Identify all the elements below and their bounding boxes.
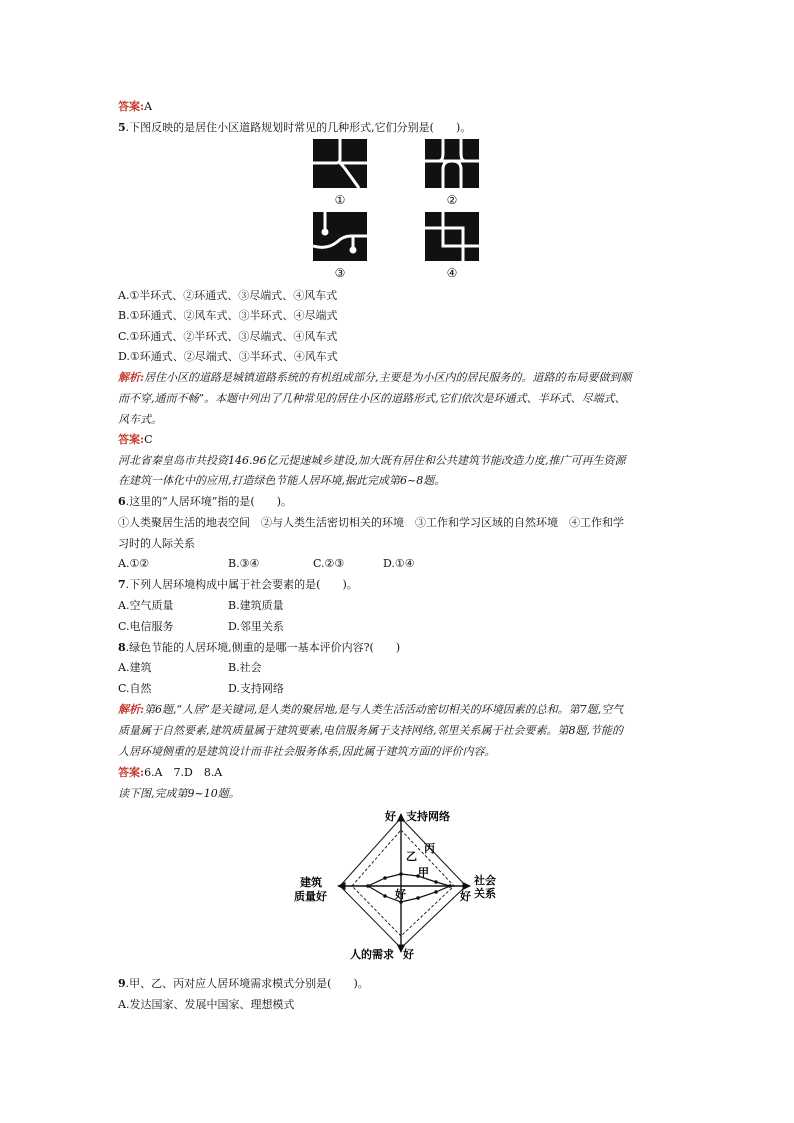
question-9 [118,976,369,991]
answer-line-q5 [118,432,152,447]
answer-label: 答案: [118,100,145,113]
question-number: 5 [118,121,126,134]
q6-option-a[interactable]: A.①② [118,557,150,570]
diagram-jia: 甲 [418,866,429,879]
analysis-6-8-line-3: 人居环境侧重的是建筑设计而非社会服务体系,因此属于建筑方面的评价内容。 [118,745,496,758]
q5-analysis-line-3: 风车式。 [118,413,162,426]
q5-analysis-line-1 [118,370,632,385]
question-6 [118,494,292,509]
q6-option-d[interactable]: D.①④ [383,557,415,570]
question-stem: .绿色节能的人居环境,侧重的是哪一基本评价内容?( ) [125,641,401,654]
living-environment-diagram [290,806,510,962]
question-number: 8 [118,641,126,654]
analysis-label: 解析: [118,703,145,716]
analysis-text: 居住小区的道路是城镇道路系统的有机组成部分,主要是为小区内的居民服务的。道路的布局要做到顺 [144,371,632,384]
answer-value: 6.A 7.D 8.A [144,766,223,779]
analysis-label: 解析: [118,371,145,384]
q5-option-c[interactable]: C.①环通式、②半环式、③尽端式、④风车式 [118,330,338,343]
answer-label: 答案: [118,766,145,779]
q5-analysis-line-2: 而不穿,通而不畅”。本题中列出了几种常见的居住小区的道路形式,它们依次是环通式、半环式、尽端式、 [118,392,626,405]
q5-option-b[interactable]: B.①环通式、②风车式、③半环式、④尽端式 [118,309,338,322]
figure-label-4: ④ [446,266,458,280]
road-pattern-1 [313,139,367,188]
q8-option-d[interactable]: D.支持网络 [228,682,284,695]
road-pattern-4 [425,212,479,261]
q7-option-a[interactable]: A.空气质量 [118,599,174,612]
diagram-building-1: 建筑 [300,876,322,889]
q8-option-b[interactable]: B.社会 [228,661,262,674]
question-number: 7 [118,578,126,591]
answer-value: A [144,100,153,113]
q7-option-d[interactable]: D.邻里关系 [228,620,284,633]
diagram-support-network: 支持网络 [406,810,450,823]
q5-option-a[interactable]: A.①半环式、②环通式、③尽端式、④风车式 [118,289,338,302]
diagram-bing: 丙 [424,842,435,855]
road-pattern-2 [425,139,479,188]
intro-6-8-line-2: 在建筑一体化中的应用,打造绿色节能人居环境,据此完成第6~8题。 [118,474,446,487]
analysis-6-8-line-2: 质量属于自然要素,建筑质量属于建筑要素,电信服务属于支持网络,邻里关系属于社会要素。第8题,节能的 [118,724,623,737]
question-number: 9 [118,977,126,990]
answer-line-6-8 [118,765,222,780]
diagram-top-good: 好 [385,810,396,823]
analysis-text: 第6题,“人居”是关键词,是人类的聚居地,是与人类生活活动密切相关的环境因素的总和。第7题,空气 [144,703,624,716]
question-5 [118,120,471,135]
answer-line-q4 [118,99,152,114]
q7-option-c[interactable]: C.电信服务 [118,620,174,633]
diagram-social-good: 好 [460,890,471,903]
question-stem: .甲、乙、丙对应人居环境需求模式分别是( )。 [125,977,369,990]
road-pattern-3 [313,212,367,261]
q6-option-b[interactable]: B.③④ [228,557,260,570]
q6-option-c[interactable]: C.②③ [313,557,345,570]
intro-6-8-line-1: 河北省秦皇岛市共投资146.96亿元提速城乡建设,加大既有居住和公共建筑节能改造力度,推广可再生资源 [118,454,626,467]
q8-option-a[interactable]: A.建筑 [118,661,152,674]
answer-value: C [144,433,153,446]
intro-9-10: 读下图,完成第9~10题。 [118,787,240,800]
analysis-6-8-line-1 [118,702,623,717]
figure-label-3: ③ [334,266,346,280]
figure-label-2: ② [446,193,458,207]
diagram-yi: 乙 [406,850,417,863]
diagram-center-good: 好 [395,888,406,901]
diagram-human-needs: 人的需求 [350,948,394,961]
question-stem: .下列人居环境构成中属于社会要素的是( )。 [125,578,358,591]
question-8 [118,640,400,655]
question-stem: .下图反映的是居住小区道路规划时常见的几种形式,它们分别是( )。 [125,121,472,134]
q5-option-d[interactable]: D.①环通式、②尽端式、③半环式、④风车式 [118,350,338,363]
q8-option-c[interactable]: C.自然 [118,682,152,695]
q9-option-a[interactable]: A.发达国家、发展中国家、理想模式 [118,998,295,1011]
answer-label: 答案: [118,433,145,446]
figure-label-1: ① [334,193,346,207]
question-number: 6 [118,495,126,508]
diagram-bottom-good: 好 [403,948,414,961]
question-7 [118,577,358,592]
diagram-building-2: 质量好 [294,890,327,903]
diagram-social-1: 社会 [474,874,496,887]
q7-option-b[interactable]: B.建筑质量 [228,599,284,612]
question-stem: .这里的“人居环境”指的是( )。 [125,495,292,508]
diagram-social-2: 关系 [474,887,496,900]
q6-desc-line-1: ①人类聚居生活的地表空间 ②与人类生活密切相关的环境 ③工作和学习区域的自然环境 ④工作和学 [118,516,624,529]
q6-desc-line-2: 习时的人际关系 [118,537,195,550]
